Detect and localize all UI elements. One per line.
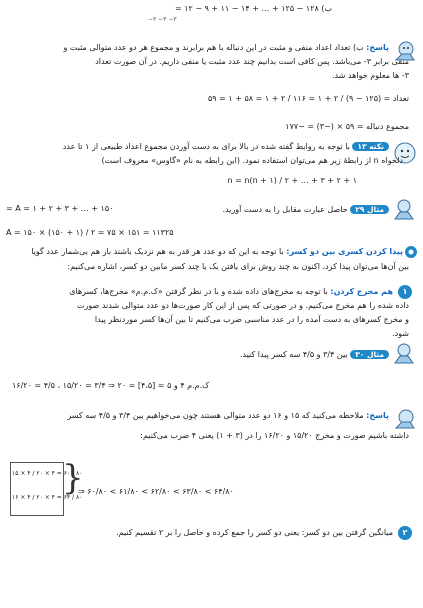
method-1-line-1 [69,287,393,296]
solution-2-label: پاسخ: [366,411,389,420]
example-30-text: بین ۳/۴ و ۴/۵ سه کسر پیدا کنید. [239,350,348,359]
solution-1-line-3: ۳- ها معلوم خواهد شد. [331,71,409,80]
method-1-title: هم مخرج کردن: [330,287,393,296]
section-title: پیدا کردن کسری بین دو کسر: [286,247,403,256]
note-line-1 [63,142,389,151]
solution-1-line-1 [63,43,389,52]
example-29-badge: مثال ۲۹ [350,205,389,214]
example-mascot-icon [392,198,416,220]
solution-2-line-2: داشته باشیم صورت و مخرج ۱۵/۲۰ و ۱۶/۲۰ را در (۳ + ۱) یعنی ۴ ضرب می‌کنیم: [140,431,409,440]
solution-2-line-1 [67,411,389,420]
method-1-text-1: با توجه به مخرج‌های داده شده و با در نظر گرفتن «ک.م.م» مخرج‌ها، کسرهای [69,287,328,296]
fraction-chain: ⇒ ۶۰/۸۰ < ۶۱/۸۰ < ۶۲/۸۰ < ۶۳/۸۰ < ۶۴/۸۰ [78,487,234,496]
right-brace: } [62,458,84,498]
method-1-line-2: داده شده را هم مخرج می‌کنیم. و در صورتی که پس از این کار صورت‌ها دو عدد متوالی شدند صورت [76,301,409,310]
example-30-mascot-icon [392,342,416,364]
example-30-equation: ک.م.م ۴ و ۵ = [۴،۵] = ۲۰ ⇒ ۳/۴ = ۱۵/۲۰ ، ۴/۵ = ۱۶/۲۰ [12,381,210,390]
series-underbraces: −۳ −۳ −۳ [148,16,177,23]
solution-1-text-1: ب) تعداد اعداد منفی و مثبت در این دنباله با هم برابرند و مجموع هر دو عدد متوالی مثبت و [63,43,364,52]
solution-2-text-1: ملاحظه می‌کنید که ۱۵ و ۱۶ دو عدد متوالی هستند چون می‌خواهیم بین ۳/۴ و ۴/۵ سه کسر [67,411,364,420]
section-icon [404,244,418,258]
solution-1-label: پاسخ: [366,43,389,52]
answer-2-mascot-icon [392,408,416,430]
example-29-line [222,205,389,214]
fraction-line-1: ۱۵ × ۴ / ۲۰ × ۴ = ۶۰ / ۸۰ [12,470,83,477]
example-29-equation-a: A = ۱ + ۲ + ۳ + … + ۱۵۰ = [6,204,114,213]
series-expression: = ۱۲ − ۹ + ۱۱ − ۱۴ + … + ۱۲۵ − ۱۲۸ (ب [174,4,332,13]
method-1-line-3: و مخرج کسرهای به دست آمده را در عدد مناسبی ضرب می‌کنیم تا بین آن‌ها کسر موردنظر پیدا [94,315,409,324]
section-line-2: بین آن‌ها می‌توان پیدا کرد، اکنون به چند روش برای یافتن یک یا چند کسر مابین دو کسر، اشاره می‌کنیم: [67,262,409,271]
note-text-1: با توجه به روابط گفته شده در بالا برای به دست آوردن مجموع اعداد طبیعی از ۱ تا عدد [62,142,350,151]
method-2-number: ۲ [398,526,412,540]
count-equation: تعداد = (۱۲۵ − ۹) / ۲ + ۱ = ۱۱۶ / ۲ + ۱ = ۵۸ + ۱ = ۵۹ [208,94,409,103]
note-badge: نکته ۱۳ [352,142,389,151]
fraction-line-2: ۱۶ × ۴ / ۲۰ × ۴ = ۶۴ / ۸۰ [12,494,83,501]
solution-1-line-2: منفی برابر ۳- می‌باشد. پس کافی است بدانیم چند عدد مثبت یا منفی داریم. در آن صورت تعداد [95,57,409,66]
example-30-line [240,350,389,359]
method-1-line-4: شود. [392,329,409,338]
gauss-formula: ۱ + ۲ + ۳ + … + n = n(n + ۱) / ۲ [227,176,357,185]
sum-equation: مجموع دنباله = ۵۹ × (−۳) = −۱۷۷ [285,122,409,131]
example-29-text: حاصل عبارت مقابل را به دست آورید. [222,205,348,214]
section-text-1: با توجه به این که دو عدد هر قدر به هم نزدیک باشند باز هم بی‌شمار عدد گویا [31,247,284,256]
section-line-1 [31,247,403,256]
method-1-number: ۱ [398,285,412,299]
example-30-badge: مثال ۳۰ [350,350,389,359]
method-2-line: میانگین گرفتن بین دو کسر: یعنی دو کسر را جمع کرده و حاصل را بر ۲ تقسیم کنیم. [116,528,393,537]
note-line-2: دلخواه n از رابطهٔ زیر هم می‌توان استفاده نمود. (این رابطه به نام «گاوس» معروف است) [101,156,403,165]
example-29-equation-b: A = ۱۵۰ × (۱۵۰ + ۱) / ۲ = ۷۵ × ۱۵۱ = ۱۱۳۲۵ [6,228,174,237]
